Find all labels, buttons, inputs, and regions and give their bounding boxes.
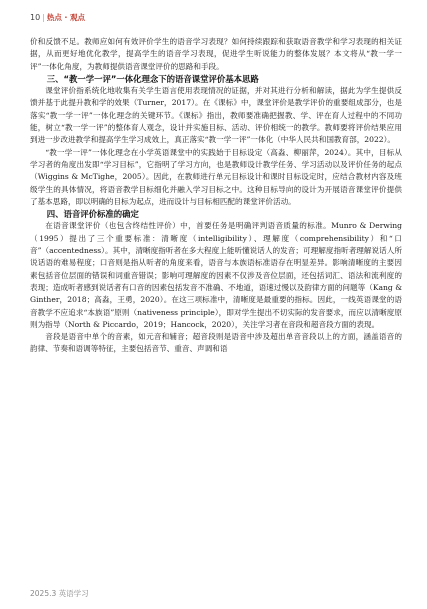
page-number: 10 xyxy=(30,12,41,22)
page-header xyxy=(30,10,400,24)
section-label: 热点 · 观点 xyxy=(46,12,85,22)
paragraph-assessment-criteria: 在语音课堂评价（也包含终结性评价）中，首要任务是明确评判语音质量的标准。Munro & Derwing（1995）提出了三个重要标准：清晰度（intelligibility）、理解度（comprehensibility）和“口音”（accentedness）。其中，清晰度指听者在多大程度上能听懂说话人的发音；可理解度指听者理解说话人所说话语的难易程度；口音则是指从听者的角度来看，语音与本族语标准语存在明显差异。影响清晰度的主要因素包括音位层面的错误和词重音错误；影响可理解度的因素不仅涉及音位层面，还包括词汇、语法和流利度的表现；造成听者感到说话者有口音的因素包括发音不准确、不地道，语速过慢以及韵律方面的问题等（Kang & Ginther，2018；高淼，王勇，2020）。在这三项标准中，清晰度是最重要的指标。因此，一线英语课堂的语音教学不应追求“本族语”原则（nativeness principle），即对学生提出不切实际的发音要求，而应以清晰度原则为指导（North & Piccardo，2019；Hancock，2020），关注学习者在音段和超音段方面的表现。 xyxy=(30,221,402,329)
paragraph-goal-setting: “教一学一评”一体化理念在小学英语课堂中的实践始于目标设定（高淼、柳丽萍，2024）。其中，目标从学习者的角度出发即“学习目标”，它指明了学习方向，也是教师设计教学任务、学习活动以及评价任务的起点（Wiggins & McTighe，2005）。因此，在教师进行单元目标设计和课时目标设定时，应结合教材内容及班级学生的具体情况，将语音教学目标细化并融入学习目标之中。这种目标导向的设计为开展语音课堂评价提供了基本思路，即以明确的目标为起点，进而设计与目标相匹配的课堂评价活动。 xyxy=(30,147,402,206)
section-heading-4: 四、语音评价标准的确定 xyxy=(46,209,139,220)
section-heading-3: 三、“教一学一评”一体化理念下的语音课堂评价基本思路 xyxy=(46,73,259,84)
header-divider: | xyxy=(42,12,45,22)
page-footer: 2025.3 英语学习 xyxy=(30,589,89,598)
article-body xyxy=(30,36,402,356)
paragraph-classroom-assessment: 课堂评价指系统化地收集有关学生语言使用表现情况的证据，并对其进行分析和解读，据此为学生提供反馈并基于此提升教和学的效果（Turner，2017）。在《课标》中，课堂评价是教学评价的重要组成部分，也是落实“教一学一评”一体化理念的关键环节。《课标》指出，教师要准确把握教、学、评在育人过程中的不同功能，树立“教一学一评”的整体育人观念，设计并实施目标、活动、评价相统一的教学。教师要将评价结果应用到进一步改进教学和提高学生学习成效上，真正落实“教一学一评”一体化（中华人民共和国教育部，2022）。 xyxy=(30,86,402,145)
paragraph-segmentals: 音段是语音中单个的音素，如元音和辅音；超音段则是语音中涉及超出单音音段以上的方面，涵盖语音的韵律、节奏和语调等特征，主要包括音节、重音、声调和语 xyxy=(30,332,402,354)
paragraph-intro-end: 价和反馈不足。教师应如何有效评价学生的语音学习表现？如何持续跟踪和获取语音教学和学习表现的相关证据，从而更好地优化教学，提高学生的语音学习表现，促进学生听说能力的整体发展？本文将从“教一学一评”一体化角度，为教师提供语音课堂评价的思路和手段。 xyxy=(30,37,402,71)
